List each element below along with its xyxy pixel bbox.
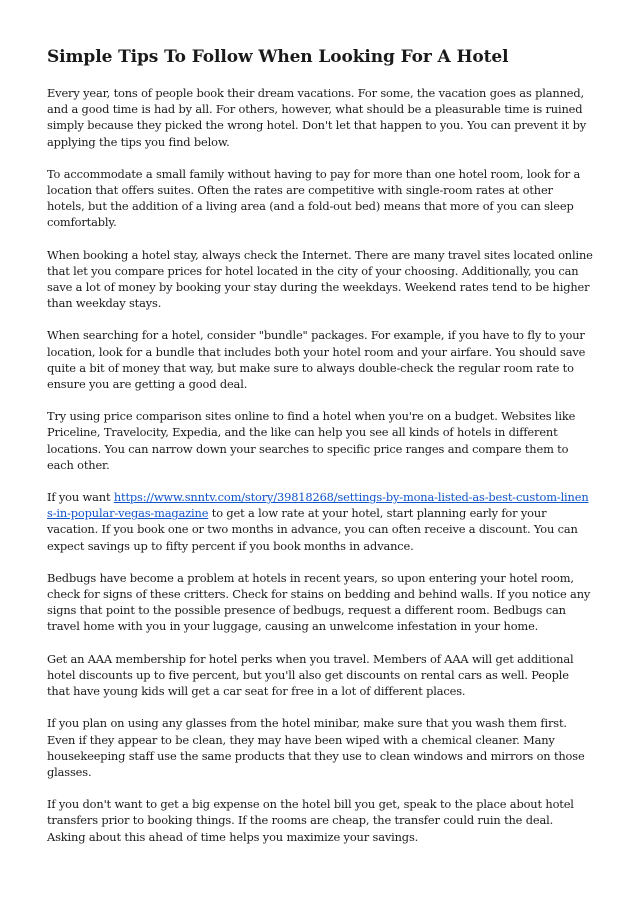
paragraph-bundle: When searching for a hotel, consider "bundle" packages. For example, if you have to fly to your location, look for a bundle that includes both your hotel room and your airfare. You should save quite a bit of money that way, but make sure to always double-check the regular room rate to ensure you are getting a good deal. <box>47 328 586 392</box>
paragraph-suites: To accommodate a small family without having to pay for more than one hotel room, look for a location that offers suites. Often the rates are competitive with single-room rates at other hotels, but the addition of a living area (and a fold-out bed) means that more of you can sleep comfortably. <box>47 166 581 230</box>
paragraph-aaa: Get an AAA membership for hotel perks when you travel. Members of AAA will get additional hotel discounts up to five percent, but you'll also get discounts on rental cars as well. People that have young kids will get a car seat for free in a lot of different places. <box>47 651 574 699</box>
paragraph-transfers: If you don't want to get a big expense on the hotel bill you get, speak to the place about hotel transfers prior to booking things. If the rooms are cheap, the transfer could ruin the deal. Asking about this ahead of time helps you maximize your savings. <box>47 797 574 844</box>
paragraph-bedbugs: Bedbugs have become a problem at hotels in recent years, so upon entering your hotel room, check for signs of these critters. Check for stains on bedding and behind walls. If you notice any signs that point to the possible presence of bedbugs, request a different room. Bedbugs can travel home with you in your luggage, causing an unwelcome infestation in your home. <box>47 570 591 634</box>
article-link[interactable]: https://www.snntv.com/story/39818268/settings-by-mona-listed-as-best-custom-linens-in-popular-vegas-magazine <box>47 490 589 521</box>
paragraph-internet: When booking a hotel stay, always check the Internet. There are many travel sites located online that let you compare prices for hotel located in the city of your choosing. Additionally, you can save a lot of money by booking your stay during the weekdays. Weekend rates tend to be higher than weekday stays. <box>47 247 593 311</box>
paragraph-intro: Every year, tons of people book their dream vacations. For some, the vacation goes as planned, and a good time is had by all. For others, however, what should be a pleasurable time is ruined simply because they picked the wrong hotel. Don't let that happen to you. You can prevent it by applying the tips you find below. <box>47 86 587 149</box>
link-paragraph-after: to get a low rate at your hotel, start planning early for your vacation. If you book one or two months in advance, you can often receive a discount. You can expect savings up to fifty percent if you book months in advance. <box>47 506 578 553</box>
paragraph-price-comparison: Try using price comparison sites online to find a hotel when you're on a budget. Websites like Priceline, Travelocity, Expedia, and the like can help you see all kinds of hotels in different locations. You can narrow down your searches to specific price ranges and compare them to each other. <box>47 409 576 472</box>
paragraph-minibar: If you plan on using any glasses from the hotel minibar, make sure that you wash them first. Even if they appear to be clean, they may have been wiped with a chemical cleaner. Many housekeeping staff use the same products that they use to clean windows and mirrors on those glasses. <box>47 716 585 779</box>
link-paragraph-before: If you want <box>47 490 114 505</box>
paragraph-link <box>47 489 593 554</box>
document-title: Simple Tips To Follow When Looking For A Hotel <box>47 47 509 67</box>
document-page <box>47 46 593 861</box>
